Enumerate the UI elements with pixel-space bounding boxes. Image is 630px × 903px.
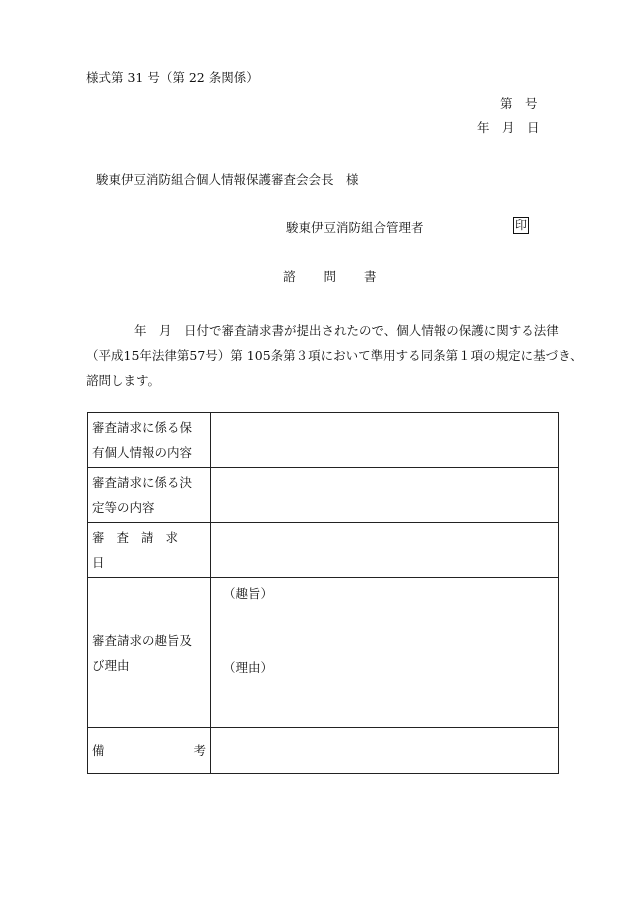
row-label-request-date: 審査請求日 [88,523,211,578]
remarks-label-right: 考 [193,743,206,758]
document-number: 第 号 [500,96,538,111]
row-label-line: 審査請求に係る保 [92,420,193,435]
row-label-line: 有個人情報の内容 [92,445,193,460]
row-value-request-date[interactable] [211,523,559,578]
body-line-1: 年 月 日付で審査請求書が提出されたので、個人情報の保護に関する法律 [134,323,559,338]
body-line-3: 諮問します。 [86,373,161,388]
seal-mark: 印 [515,218,528,232]
row-label-remarks [88,728,211,774]
body-text [86,318,583,393]
reason-subheading: （理由） [223,660,274,675]
body-line-2: （平成15年法律第57号）第 105条第３項において準用する同条第１項の規定に基づき、 [86,348,583,363]
document-date: 年 月 日 [477,120,540,135]
row-label-line: 定等の内容 [92,500,155,515]
table-row [88,413,559,468]
table-row [88,468,559,523]
row-label-line: 審査請求に係る決 [92,475,193,490]
row-value-decision[interactable] [211,468,559,523]
table-row [88,578,559,728]
form-number: 様式第 31 号（第 22 条関係） [86,70,259,85]
row-label-line: 審査請求の趣旨及 [92,632,193,648]
row-label-line: び理由 [92,657,130,673]
row-label-purpose-reason [88,578,211,728]
row-label-personal-info [88,413,211,468]
row-value-personal-info[interactable] [211,413,559,468]
row-value-remarks[interactable] [211,728,559,774]
row-value-purpose-reason[interactable] [211,578,559,728]
sender-name: 駿東伊豆消防組合管理者 [286,220,424,235]
remarks-label-left: 備 [92,743,105,758]
purpose-subheading: （趣旨） [223,586,274,601]
inquiry-table [87,412,559,774]
table-row [88,523,559,578]
row-label-decision [88,468,211,523]
table-row [88,728,559,774]
addressee: 駿東伊豆消防組合個人情報保護審査会会長 様 [96,172,359,187]
document-title: 諮問書 [283,269,405,284]
